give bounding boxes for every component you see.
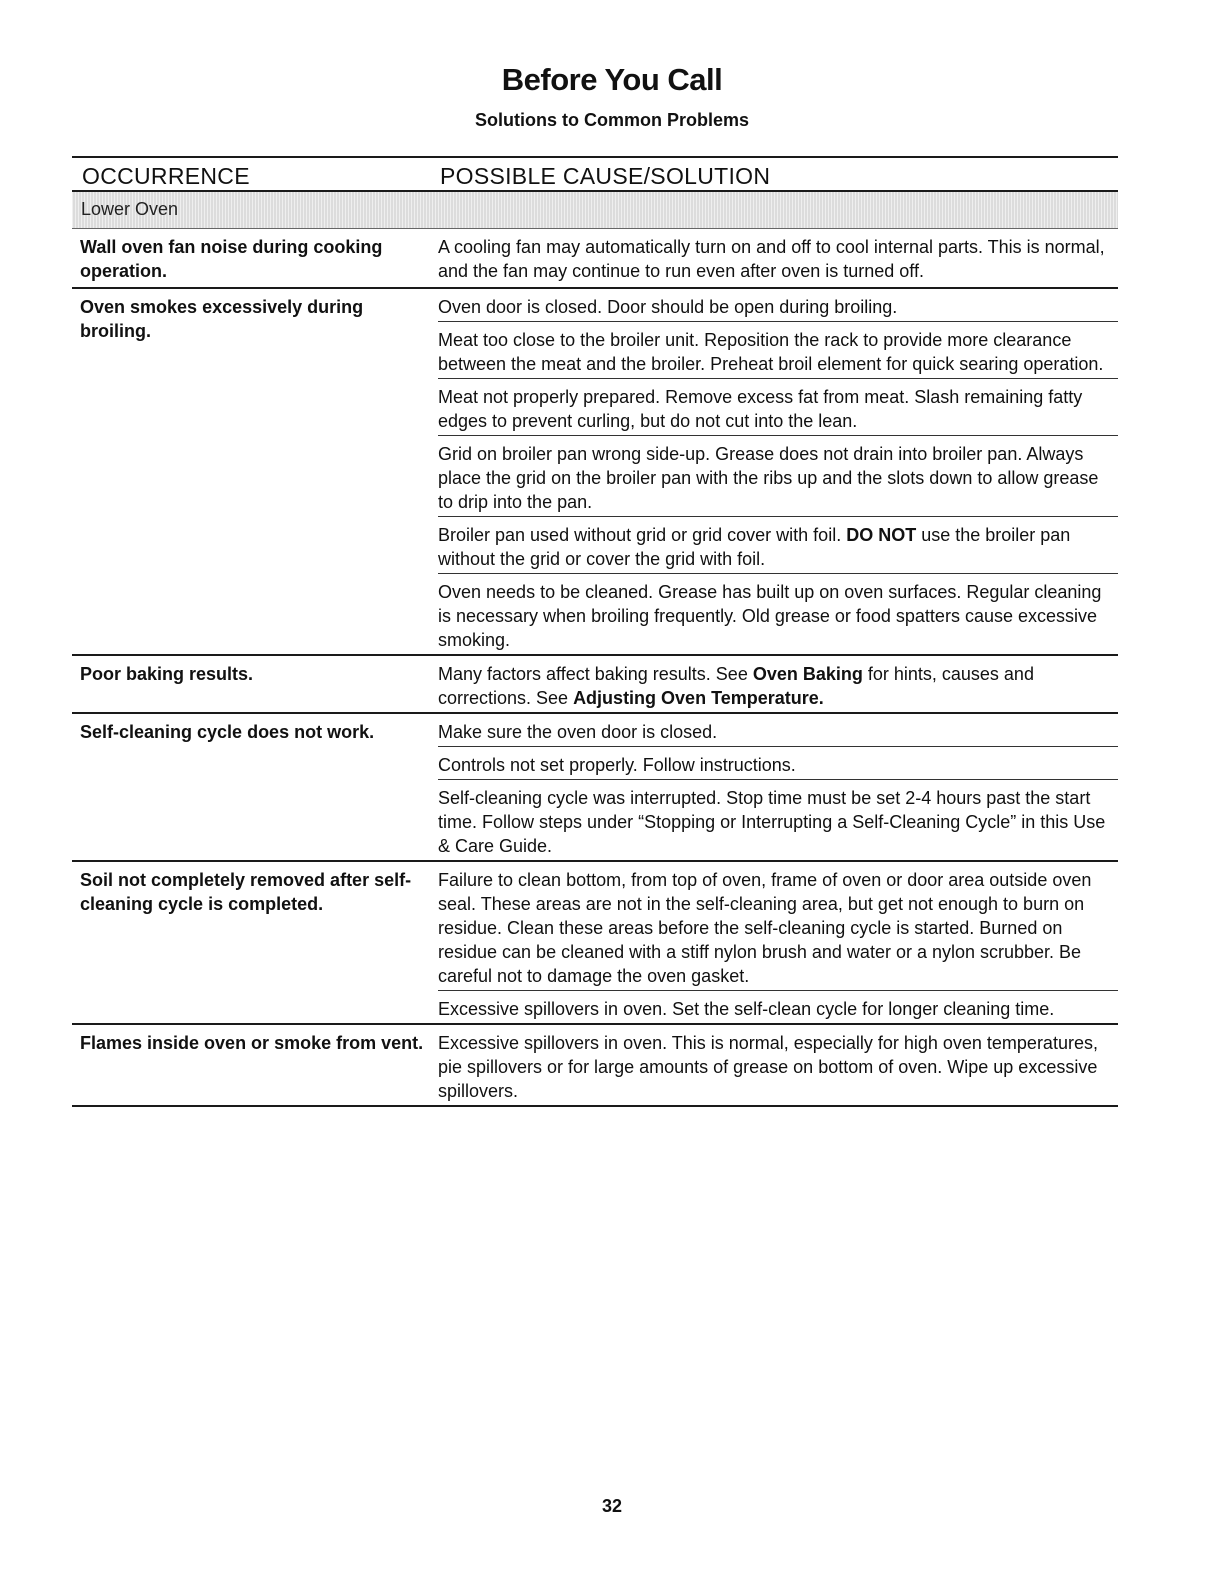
solution-emphasis: Adjusting Oven Temperature. — [573, 688, 824, 708]
occurrence-cell: Soil not completely removed after self-cleaning cycle is completed. — [80, 870, 412, 914]
solution-item — [438, 780, 1118, 860]
occurrence-cell: Flames inside oven or smoke from vent. — [80, 1033, 424, 1053]
solution-item — [438, 747, 1118, 780]
table-row — [72, 229, 1118, 289]
solution-text: A cooling fan may automatically turn on and off to cool internal parts. This is normal, and the fan may continue to run even after oven is turned off. — [438, 237, 1105, 281]
solution-text: use the broiler pan without the grid or cover the grid with foil. — [438, 525, 1071, 569]
solution-text: Oven door is closed. Door should be open during broiling. — [438, 297, 898, 317]
solution-text: Grid on broiler pan wrong side-up. Grease does not drain into broiler pan. Always place the grid on the broiler pan with the ribs up and the slots down to allow grease to drip into the pan. — [438, 444, 1099, 512]
section-label: Lower Oven — [81, 199, 179, 219]
solutions-cell — [438, 289, 1118, 654]
solution-text: Many factors affect baking results. See — [438, 664, 753, 684]
solution-item — [438, 322, 1118, 379]
solution-text: Failure to clean bottom, from top of oven, frame of oven or door area outside oven seal. These areas are not in the self-cleaning area, but get not enough to burn on residue. Clean these areas before the self-cleaning cycle is started. Burned on residue can be cleaned with a stiff nylon brush and water or a nylon scrubber. Be careful not to damage the oven gasket. — [438, 870, 1092, 986]
solution-text: for hints, causes and corrections. See — [438, 664, 1034, 708]
solutions-cell — [438, 714, 1118, 860]
troubleshooting-table — [72, 156, 1118, 1107]
table-row — [72, 656, 1118, 714]
table-row — [72, 714, 1118, 862]
page-number: 32 — [601, 1496, 623, 1516]
solution-column-header: POSSIBLE CAUSE/SOLUTION — [440, 163, 771, 189]
solution-item — [438, 1025, 1118, 1105]
solution-item — [438, 656, 1118, 712]
solution-item — [438, 289, 1118, 322]
table-row — [72, 1025, 1118, 1107]
solution-item — [438, 517, 1118, 574]
solution-item — [438, 574, 1118, 654]
solution-text: Excessive spillovers in oven. Set the self-clean cycle for longer cleaning time. — [438, 999, 1055, 1019]
table-row — [72, 289, 1118, 656]
occurrence-cell: Wall oven fan noise during cooking operation. — [80, 237, 383, 281]
solution-item — [438, 714, 1118, 747]
solutions-cell — [438, 862, 1118, 1023]
solution-item — [438, 991, 1118, 1023]
occurrence-cell: Self-cleaning cycle does not work. — [80, 722, 375, 742]
solution-item — [438, 862, 1118, 991]
occurrence-column-header: OCCURRENCE — [82, 163, 250, 189]
solution-emphasis: DO NOT — [846, 525, 917, 545]
table-row — [72, 862, 1118, 1025]
occurrence-cell: Poor baking results. — [80, 664, 254, 684]
solution-text: Excessive spillovers in oven. This is normal, especially for high oven temperatures, pie spillovers or for large amounts of grease on bottom of oven. Wipe up excessive spillovers. — [438, 1033, 1098, 1101]
solution-text: Meat not properly prepared. Remove excess fat from meat. Slash remaining fatty edges to prevent curling, but do not cut into the lean. — [438, 387, 1083, 431]
solution-text: Broiler pan used without grid or grid cover with foil. — [438, 525, 847, 545]
solution-item — [438, 229, 1118, 285]
solution-text: Meat too close to the broiler unit. Reposition the rack to provide more clearance between the meat and the broiler. Preheat broil element for quick searing operation. — [438, 330, 1104, 374]
page-title: Before You Call — [501, 62, 723, 97]
table-header — [72, 158, 1118, 192]
occurrence-cell: Oven smokes excessively during broiling. — [80, 297, 364, 341]
section-header-lower-oven — [72, 192, 1118, 229]
solution-text: Oven needs to be cleaned. Grease has built up on oven surfaces. Regular cleaning is necessary when broiling frequently. Old grease or food spatters cause excessive smoking. — [438, 582, 1102, 650]
solutions-cell — [438, 656, 1118, 712]
solution-text: Controls not set properly. Follow instructions. — [438, 755, 796, 775]
solutions-cell — [438, 1025, 1118, 1105]
solution-text: Self-cleaning cycle was interrupted. Stop time must be set 2-4 hours past the start time. Follow steps under “Stopping or Interrupting a Self-Cleaning Cycle” in this Use & Care Guide. — [438, 788, 1106, 856]
solution-text: Make sure the oven door is closed. — [438, 722, 718, 742]
solution-emphasis: Oven Baking — [752, 664, 863, 684]
page-subtitle: Solutions to Common Problems — [474, 110, 749, 130]
solution-item — [438, 436, 1118, 517]
solution-item — [438, 379, 1118, 436]
table-body — [72, 229, 1118, 1107]
solutions-cell — [438, 229, 1118, 287]
